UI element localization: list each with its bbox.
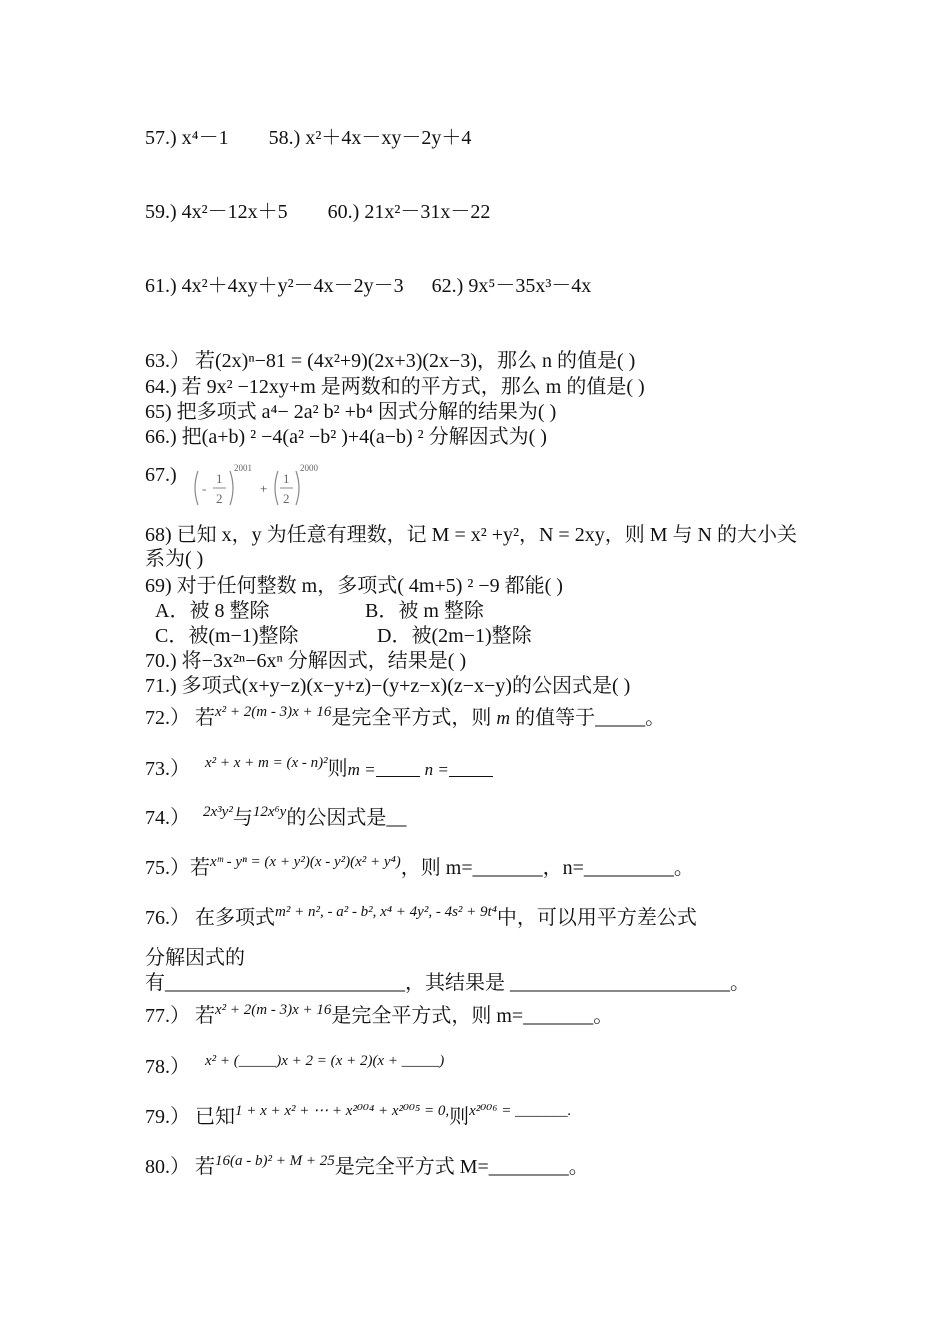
q67-exponent-2: 2000: [300, 463, 318, 473]
q79-then: 则: [449, 1106, 470, 1128]
q67-plus: +: [260, 481, 268, 496]
question-69-stem: 69) 对于任何整数 m，多项式( 4m+5) ² −9 都能( ): [145, 575, 563, 597]
q74-term-b: 12x⁶y: [252, 804, 287, 820]
q59-expression: 4x²－12x＋5: [181, 201, 288, 223]
q80-math: 16(a - b)² + M + 25: [215, 1153, 335, 1169]
q67-frac1-den: 2: [216, 491, 223, 506]
q57-expression: x⁴－1: [181, 127, 229, 149]
q76-tail: 中，可以用平方差公式: [496, 907, 697, 929]
q58-expression: x²＋4x－xy－2y＋4: [305, 127, 472, 149]
q74-tail: 的公因式是__: [286, 807, 407, 829]
q73-math: x² + x + m = (x - n)²: [205, 755, 328, 771]
question-80: [145, 1155, 589, 1181]
q80-number: 80.） 若: [145, 1156, 215, 1178]
question-79: [145, 1105, 571, 1131]
q69-option-a: A．被 8 整除: [155, 600, 270, 622]
question-65: 65) 把多项式 a⁴− 2a² b² +b⁴ 因式分解的结果为( ): [145, 401, 557, 423]
question-77: [145, 1004, 613, 1030]
question-70: 70.) 将−3x²ⁿ−6xⁿ 分解因式，结果是( ): [145, 650, 467, 672]
q60-expression: 21x²－31x－22: [364, 201, 491, 223]
q77-math: x² + 2(m - 3)x + 16: [215, 1002, 332, 1018]
q61-number: 61.): [145, 275, 177, 297]
q67-minus: -: [202, 481, 207, 496]
q78-number: 78.）: [145, 1056, 190, 1078]
q79-math: 1 + x + x² + ⋯ + x²⁰⁰⁴ + x²⁰⁰⁵ = 0,: [235, 1103, 450, 1119]
q73-n-blank[interactable]: [449, 758, 493, 777]
q72-math: x² + 2(m - 3)x + 16: [215, 704, 332, 720]
q61-expression: 4x²＋4xy＋y²－4x－2y－3: [181, 275, 404, 297]
q73-then: 则: [327, 758, 348, 780]
question-69-options-ab: [155, 599, 484, 623]
question-68: 68) 已知 x，y 为任意有理数，记 M = x² +y²，N = 2xy，则 M 与 N 的大小关系为( ): [145, 524, 797, 570]
question-67-number: 67.): [145, 464, 177, 486]
question-61-62: [145, 274, 591, 298]
question-66: 66.) 把(a+b) ² −4(a² −b² )+4(a−b) ² 分解因式为( ): [145, 426, 547, 448]
q80-tail: 是完全平方式 M=________。: [334, 1156, 589, 1178]
q72-tail: 的值等于_____。: [515, 707, 666, 729]
question-63: 63.） 若(2x)ⁿ−81 = (4x²+9)(2x+3)(2x−3)，那么 n 的值是( ): [145, 350, 636, 372]
question-74: [145, 806, 406, 832]
question-78: [145, 1055, 444, 1081]
q59-number: 59.): [145, 201, 177, 223]
q74-number: 74.）: [145, 807, 190, 829]
q72-number: 72.） 若: [145, 707, 215, 729]
question-59-60: [145, 200, 490, 224]
q57-number: 57.): [145, 127, 177, 149]
q75-number: 75.）若: [145, 857, 210, 879]
q77-tail: 是完全平方式，则 m=_______。: [331, 1005, 614, 1027]
q73-n-label: n =: [424, 760, 449, 779]
question-64: 64.) 若 9x² −12xy+m 是两数和的平方式，那么 m 的值是( ): [145, 376, 645, 398]
question-71: 71.) 多项式(x+y−z)(x−y+z)−(y+z−x)(z−x−y)的公因式是( ): [145, 675, 631, 697]
q72-variable: m: [496, 708, 511, 729]
q74-term-a: 2x³y²: [203, 804, 233, 820]
q62-expression: 9x⁵－35x³－4x: [468, 275, 592, 297]
question-69-options-cd: [155, 624, 532, 648]
question-67-expression: [192, 463, 332, 513]
question-76-line1: [145, 906, 697, 932]
question-72: [145, 706, 665, 732]
q75-tail: ，则 m=_______，n=_________。: [400, 857, 694, 879]
q67-frac2-den: 2: [283, 491, 290, 506]
question-76-line3: [145, 971, 750, 995]
question-75: [145, 856, 694, 882]
q60-number: 60.): [327, 201, 360, 223]
question-57-58: [145, 126, 471, 150]
q76-math: m² + n², - a² - b², x⁴ + 4y², - 4s² + 9t⁴: [275, 904, 497, 920]
q69-option-b: B．被 m 整除: [365, 600, 484, 622]
q67-exponent-1: 2001: [234, 463, 252, 473]
q73-number: 73.）: [145, 758, 190, 780]
q78-math: x² + (_____)x + 2 = (x + 2)(x + _____): [205, 1053, 445, 1069]
q62-number: 62.): [431, 275, 464, 297]
q73-m-blank[interactable]: [376, 758, 420, 777]
q79-answer: x²⁰⁰⁶ = _______.: [469, 1103, 572, 1119]
question-76-line2: 分解因式的: [145, 947, 245, 969]
q69-option-c: C．被(m−1)整除: [155, 625, 299, 647]
q67-frac1-num: 1: [216, 471, 223, 486]
q77-number: 77.） 若: [145, 1005, 215, 1027]
q76-number: 76.） 在多项式: [145, 907, 275, 929]
q72-text: 是完全平方式，则: [331, 707, 492, 729]
q76-answer-2: ______________________。: [510, 972, 750, 994]
q67-frac2-num: 1: [283, 471, 290, 486]
q58-number: 58.): [268, 127, 301, 149]
q74-with: 与: [232, 807, 253, 829]
q76-answer-1: 有________________________，其结果是: [145, 972, 505, 994]
q75-math: xᵐ - yⁿ = (x + y²)(x - y²)(x² + y⁴): [210, 854, 401, 870]
q79-number: 79.） 已知: [145, 1106, 235, 1128]
question-73: [145, 757, 493, 783]
q69-option-d: D．被(2m−1)整除: [377, 625, 532, 647]
q73-m-label: m =: [347, 760, 376, 779]
